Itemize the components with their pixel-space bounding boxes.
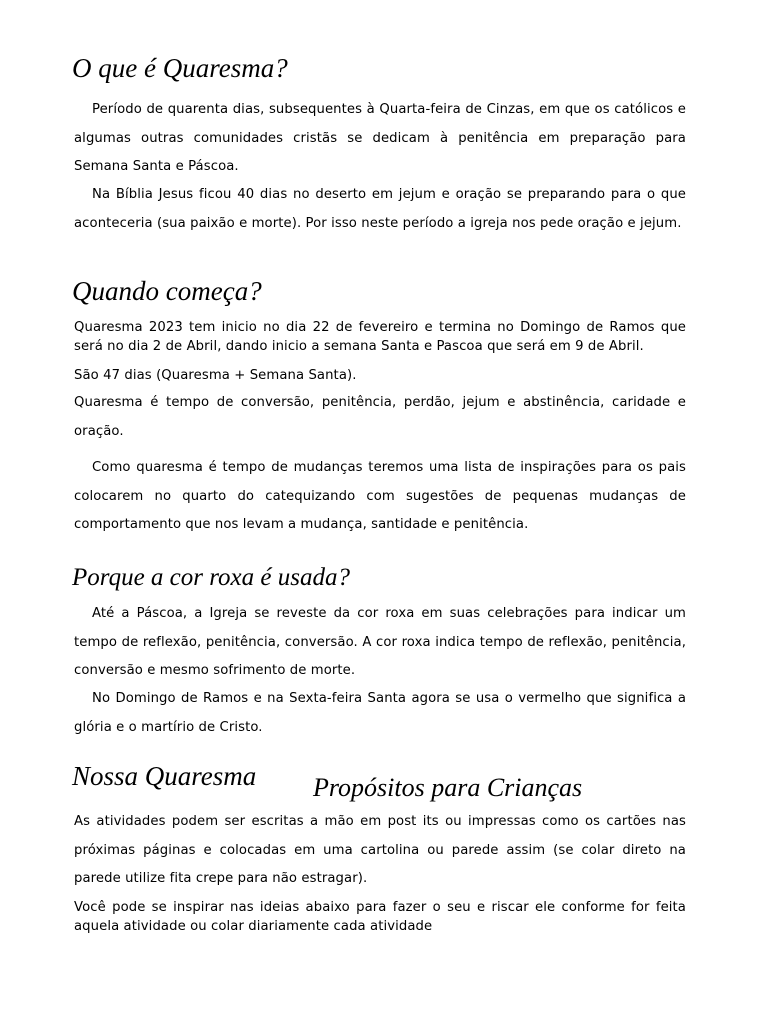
heading-cor-roxa: Porque a cor roxa é usada? — [72, 564, 350, 591]
paragraph-duration: São 47 dias (Quaresma + Semana Santa). — [74, 368, 357, 383]
paragraph-cor-roxa: Até a Páscoa, a Igreja se reveste da cor roxa em suas celebrações para indicar um tempo de reflexão, penitência, conversão. A cor roxa indica tempo de reflexão, penitência, conversão e mesmo sofrimento de morte. — [74, 606, 686, 678]
heading-quando-comeca: Quando começa? — [72, 276, 262, 306]
paragraph-inspirar: Você pode se inspirar nas ideias abaixo para fazer o seu e riscar ele conforme for feita aquela atividade ou colar diariamente cada atividade — [74, 900, 686, 934]
paragraph-vermelho: No Domingo de Ramos e na Sexta-feira Santa agora se usa o vermelho que significa a glória e o martírio de Cristo. — [74, 691, 686, 735]
paragraph-definition: Período de quarenta dias, subsequentes à Quarta-feira de Cinzas, em que os católicos e algumas outras comunidades cristãs se dedicam à penitência em preparação para Semana Santa e Páscoa. — [74, 102, 686, 174]
heading-o-que-e-quaresma: O que é Quaresma? — [72, 53, 288, 83]
paragraph-bible: Na Bíblia Jesus ficou 40 dias no deserto em jejum e oração se preparando para o que aconteceria (sua paixão e morte). Por isso neste período a igreja nos pede oração e jejum. — [74, 187, 686, 231]
heading-nossa-quaresma: Nossa Quaresma — [72, 761, 257, 791]
paragraph-dates: Quaresma 2023 tem inicio no dia 22 de fevereiro e termina no Domingo de Ramos que será no dia 2 de Abril, dando inicio a semana Santa e Pascoa que será em 9 de Abril. — [74, 320, 686, 354]
paragraph-inspiracoes: Como quaresma é tempo de mudanças teremos uma lista de inspirações para os pais colocarem no quarto do catequizando com sugestões de pequenas mudanças de comportamento que nos levam a mudança, santidade e penitência. — [74, 460, 686, 532]
paragraph-tempo-conversao: Quaresma é tempo de conversão, penitência, perdão, jejum e abstinência, caridade e oração. — [74, 395, 686, 439]
heading-propositos-criancas: Propósitos para Crianças — [313, 773, 583, 802]
paragraph-atividades: As atividades podem ser escritas a mão em post its ou impressas como os cartões nas próximas páginas e colocadas em uma cartolina ou parede assim (se colar direto na parede utilize fita crepe para não estragar). — [74, 814, 686, 886]
